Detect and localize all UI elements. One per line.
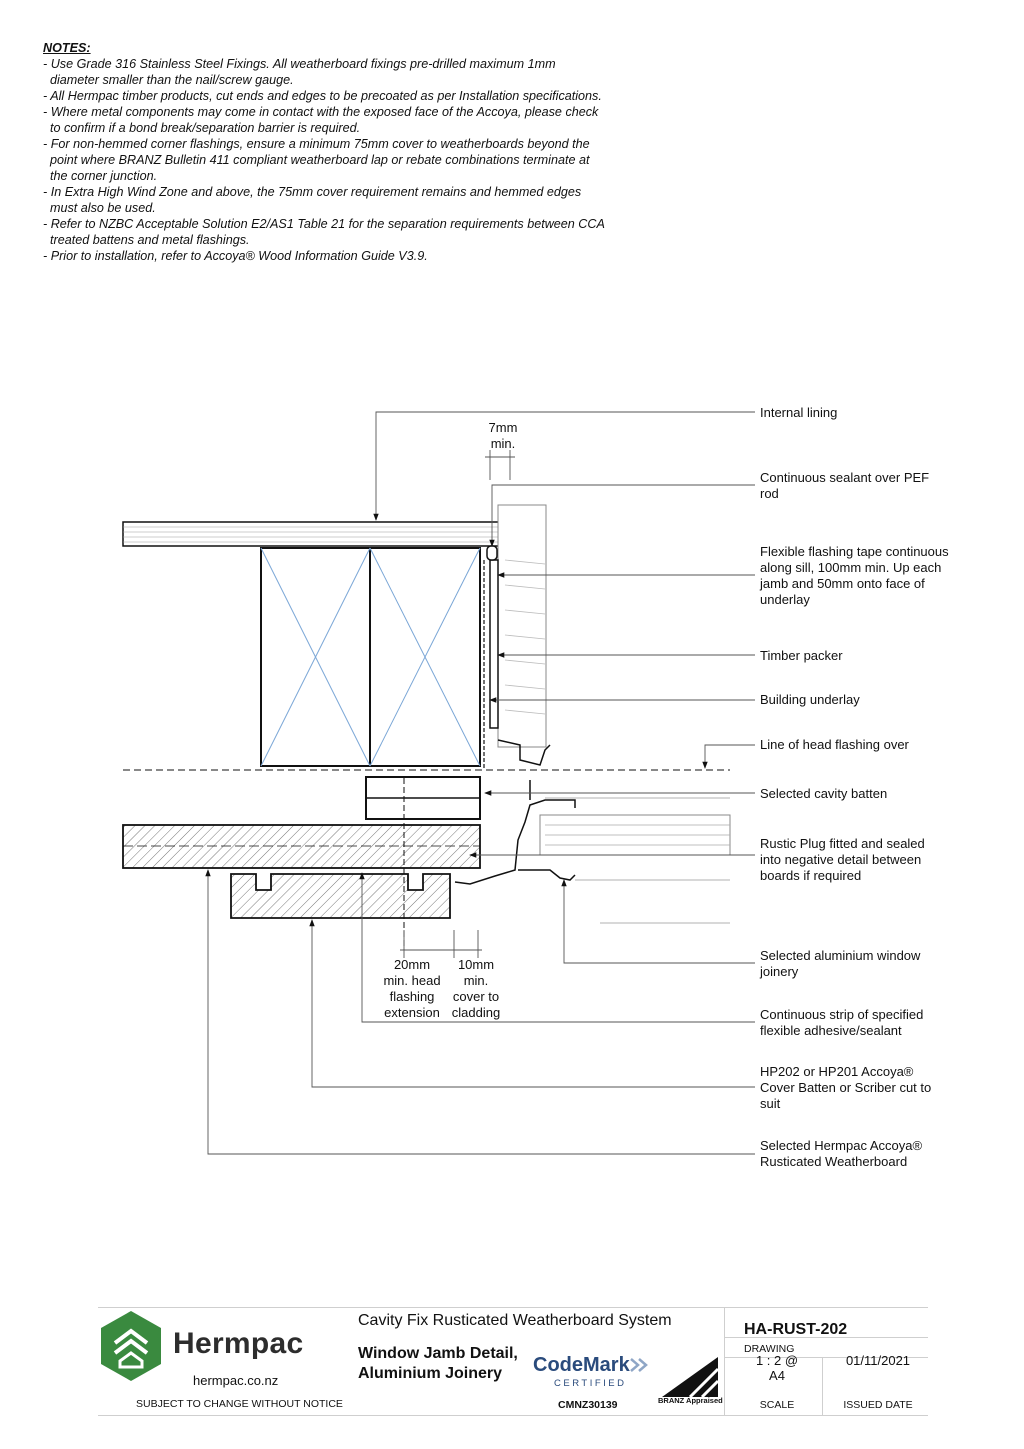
- branz-logo-icon: [660, 1355, 720, 1397]
- notes-heading: NOTES:: [43, 41, 91, 55]
- issued-date-label: ISSUED DATE: [843, 1399, 913, 1411]
- codemark-logo: CodeMark: [533, 1354, 630, 1376]
- cover-batten-section: [231, 874, 450, 918]
- note-line: - For non-hemmed corner flashings, ensure a minimum 75mm cover to weatherboards beyond the: [43, 137, 590, 151]
- codemark-certified: CERTIFIED: [554, 1378, 627, 1389]
- note-line: treated battens and metal flashings.: [43, 233, 250, 247]
- note-line: must also be used.: [43, 201, 156, 215]
- label-timber-packer: Timber packer: [760, 648, 843, 663]
- label-weatherboard: Selected Hermpac Accoya® Rusticated Weatherboard: [760, 1138, 923, 1169]
- title-block: [98, 1307, 928, 1417]
- label-cavity-batten: Selected cavity batten: [760, 786, 888, 801]
- label-adhesive-strip: Continuous strip of specified flexible adhesive/sealant: [760, 1007, 924, 1038]
- drawing-title: Window Jamb Detail, Aluminium Joinery: [358, 1345, 518, 1382]
- label-building-underlay: Building underlay: [760, 692, 860, 707]
- issued-date: 01/11/2021: [845, 1353, 911, 1368]
- cavity-batten: [366, 777, 480, 819]
- subject-to-change: SUBJECT TO CHANGE WITHOUT NOTICE: [136, 1398, 343, 1410]
- label-head-flashing: Line of head flashing over: [760, 737, 909, 752]
- hermpac-logo-icon: [98, 1309, 164, 1383]
- note-line: point where BRANZ Bulletin 411 compliant weatherboard lap or rebate combinations terminate at: [43, 153, 590, 167]
- dim-head-extension: 20mm min. head flashing extension: [383, 957, 441, 1020]
- label-rustic-plug: Rustic Plug fitted and sealed into negative detail between boards if required: [760, 836, 925, 883]
- note-line: the corner junction.: [43, 169, 158, 183]
- drawing-code: HA-RUST-202: [744, 1321, 848, 1338]
- branz-appraised: BRANZ Appraised: [658, 1396, 723, 1405]
- scale-label: SCALE: [759, 1399, 795, 1411]
- label-window-joinery: Selected aluminium window joinery: [760, 948, 921, 979]
- note-line: diameter smaller than the nail/screw gauge.: [43, 73, 294, 87]
- website-link[interactable]: hermpac.co.nz: [193, 1373, 279, 1388]
- note-line: - Where metal components may come in contact with the exposed face of the Accoya, please check: [43, 105, 599, 119]
- brand-name: Hermpac: [173, 1327, 304, 1360]
- codemark-chevron-icon: [629, 1357, 649, 1373]
- aluminium-joinery-profile: [455, 780, 730, 923]
- label-internal-lining: Internal lining: [760, 405, 838, 420]
- label-cover-batten: HP202 or HP201 Accoya® Cover Batten or Scriber cut to suit: [760, 1064, 932, 1111]
- note-line: - Refer to NZBC Acceptable Solution E2/AS1 Table 21 for the separation requirements between CCA: [43, 217, 605, 231]
- note-line: - In Extra High Wind Zone and above, the 75mm cover requirement remains and hemmed edges: [43, 185, 582, 199]
- drawing-label: DRAWING: [744, 1343, 795, 1355]
- dim-cover-to-cladding: 10mm min. cover to cladding: [451, 957, 501, 1020]
- note-line: - Use Grade 316 Stainless Steel Fixings. All weatherboard fixings pre-drilled maximum 1mm: [43, 57, 556, 71]
- dim-7mm: 7mm min.: [488, 420, 518, 451]
- label-sealant: Continuous sealant over PEF rod: [760, 470, 930, 501]
- framing-stud: [261, 548, 480, 766]
- scale-value: 1 : 2 @ A4: [755, 1353, 799, 1383]
- note-line: to confirm if a bond break/separation barrier is required.: [43, 121, 361, 135]
- system-name: Cavity Fix Rusticated Weatherboard System: [358, 1312, 672, 1329]
- note-line: - All Hermpac timber products, cut ends and edges to be precoated as per Installation specifications.: [43, 89, 602, 103]
- codemark-number: CMNZ30139: [558, 1399, 618, 1411]
- weatherboard-section: [123, 825, 480, 868]
- note-line: - Prior to installation, refer to Accoya® Wood Information Guide V3.9.: [43, 249, 428, 263]
- internal-lining: [123, 522, 515, 546]
- label-flashing-tape: Flexible flashing tape continuous along sill, 100mm min. Up each jamb and 50mm onto face of underlay: [760, 544, 949, 607]
